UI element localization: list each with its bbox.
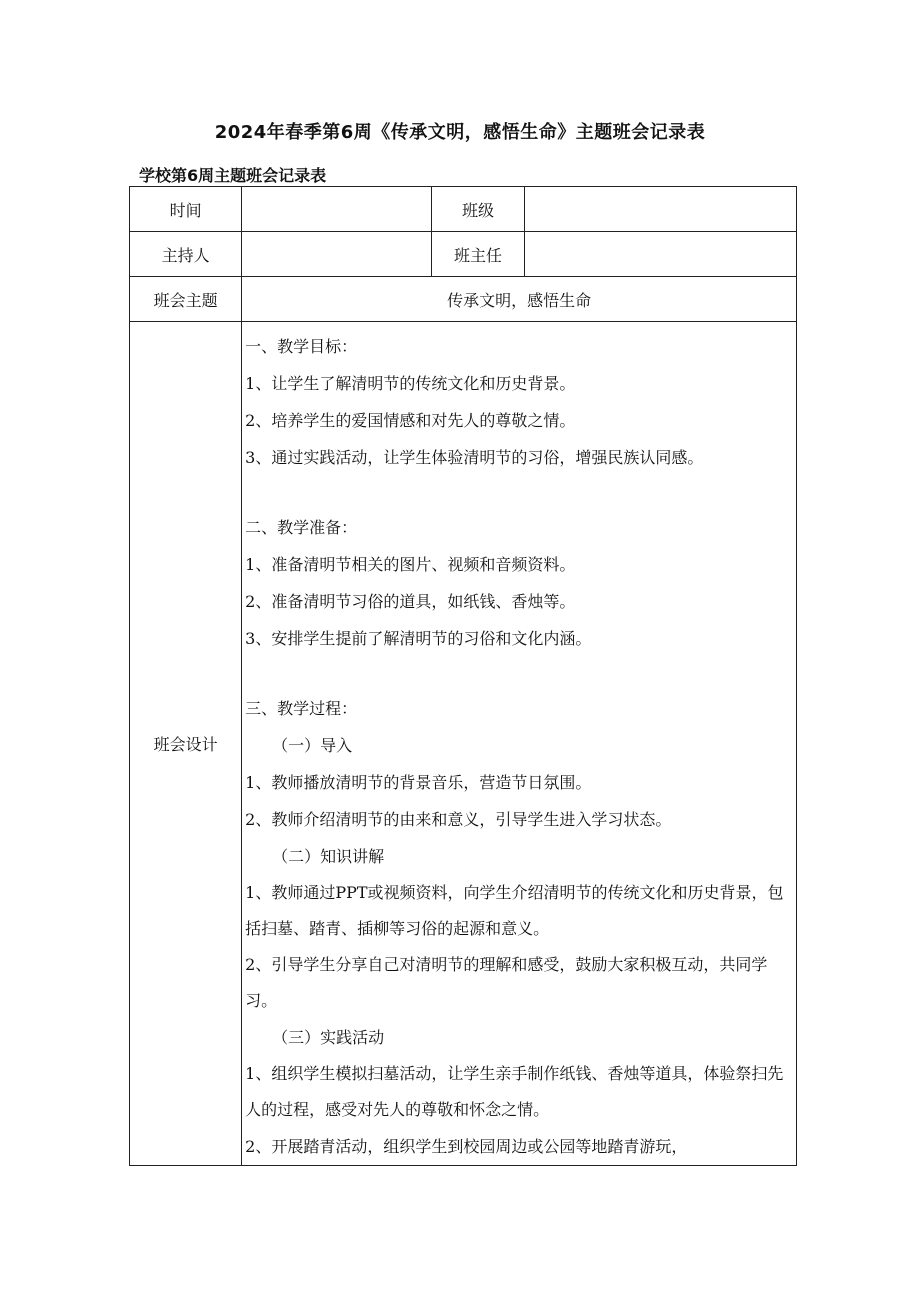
- p2-item-2: 2、引导学生分享自己对清明节的理解和感受，鼓励大家积极互动，共同学习。: [245, 955, 768, 1010]
- s1-item-1: 1、让学生了解清明节的传统文化和历史背景。: [245, 374, 576, 393]
- p3-item-2: 2、开展踏青活动，组织学生到校园周边或公园等地踏青游玩，: [245, 1137, 688, 1156]
- row-time-class: [130, 187, 797, 232]
- teacher-label: 班主任: [432, 232, 524, 277]
- s1-item-3: 3、通过实践活动，让学生体验清明节的习俗，增强民族认同感。: [245, 448, 704, 467]
- p2-item-1: 1、教师通过PPT或视频资料，向学生介绍清明节的传统文化和历史背景，包括扫墓、踏青、插柳等习俗的起源和意义。: [245, 883, 784, 938]
- part-3-title: （三）实践活动: [272, 1028, 385, 1047]
- theme-label: 班会主题: [130, 277, 242, 322]
- row-design: [130, 322, 797, 1166]
- teacher-value: [524, 232, 796, 277]
- row-host-teacher: [130, 232, 797, 277]
- class-value: [524, 187, 796, 232]
- document-subtitle: 学校第6周主题班会记录表: [139, 166, 327, 185]
- section-2-title: 二、教学准备：: [245, 518, 358, 537]
- s1-item-2: 2、培养学生的爱国情感和对先人的尊敬之情。: [245, 411, 576, 430]
- p1-item-1: 1、教师播放清明节的背景音乐，营造节日氛围。: [245, 773, 592, 792]
- p3-item-1: 1、组织学生模拟扫墓活动，让学生亲手制作纸钱、香烛等道具，体验祭扫先人的过程，感受对先人的尊敬和怀念之情。: [245, 1064, 784, 1119]
- s2-item-3: 3、安排学生提前了解清明节的习俗和文化内涵。: [245, 629, 592, 648]
- time-label: 时间: [130, 187, 242, 232]
- section-1-title: 一、教学目标：: [245, 337, 358, 356]
- design-content: [242, 322, 797, 1166]
- part-2-title: （二）知识讲解: [272, 847, 385, 866]
- class-label: 班级: [432, 187, 524, 232]
- theme-value: 传承文明，感悟生命: [242, 277, 797, 322]
- s2-item-2: 2、准备清明节习俗的道具，如纸钱、香烛等。: [245, 592, 576, 611]
- section-3-title: 三、教学过程：: [245, 699, 358, 718]
- host-label: 主持人: [130, 232, 242, 277]
- host-value: [242, 232, 432, 277]
- document-title: 2024年春季第6周《传承文明，感悟生命》主题班会记录表: [214, 122, 706, 143]
- s2-item-1: 1、准备清明节相关的图片、视频和音频资料。: [245, 555, 576, 574]
- row-theme: [130, 277, 797, 322]
- part-1-title: （一）导入: [272, 736, 353, 755]
- record-table: [129, 186, 797, 1166]
- time-value: [242, 187, 432, 232]
- p1-item-2: 2、教师介绍清明节的由来和意义，引导学生进入学习状态。: [245, 810, 672, 829]
- design-label: 班会设计: [130, 322, 242, 1166]
